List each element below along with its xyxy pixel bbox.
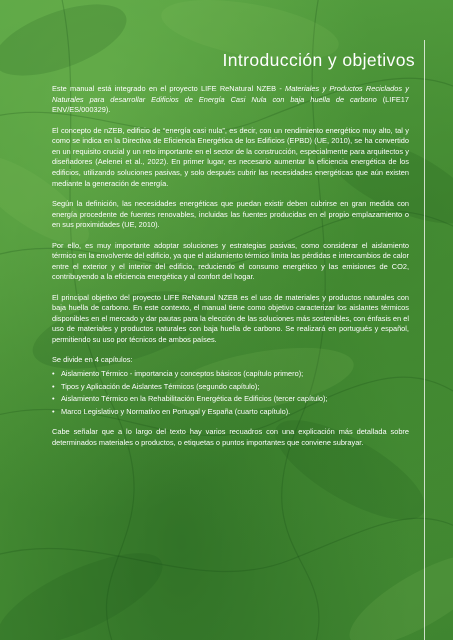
chapter-list [52, 369, 409, 417]
paragraph-chapters-intro: Se divide en 4 capítulos: [52, 355, 133, 365]
chapter-list-item [52, 394, 409, 405]
bullet-icon: • [52, 406, 55, 416]
paragraph-passive-solutions: Por ello, es muy importante adoptar soluciones y estrategias pasivas, como considerar el aislamiento térmico en la envolvente del edificio, ya que el aislamiento térmico limita las pérdidas e intercambios de calor entre el exterior y el interior del edificio, reduciendo el consumo energético y las emisiones de CO2, contribuyendo a la eficiencia energética y al confort del hogar. [52, 240, 409, 282]
chapter-title: Tipos y Aplicación de Aislantes Térmicos (segundo capítulo); [61, 381, 260, 391]
paragraph-intro [52, 84, 409, 116]
body-text [52, 84, 409, 458]
chapter-list-item [52, 407, 409, 418]
intro-text-start: Este manual está integrado en el proyecto LIFE ReNatural NZEB - [52, 84, 286, 93]
vertical-rule [424, 40, 425, 640]
chapter-title: Aislamiento Térmico en la Rehabilitación Energética de Edificios (tercer capítulo); [61, 394, 328, 404]
chapter-title: Aislamiento Térmico - importancia y conceptos básicos (capítulo primero); [61, 369, 304, 379]
intro-text-end: (LIFE17 ENV/ES/000329). [52, 94, 409, 115]
page-title: Introducción y objetivos [222, 50, 415, 70]
project-full-title: Materiales y Productos Reciclados y Naturales para desarrollar Edificios de Energía Casi Nula con baja huella de carbono [52, 84, 409, 104]
paragraph-closing-note: Cabe señalar que a lo largo del texto hay varios recuadros con una explicación más detallada sobre determinados materiales o productos, o etiquetas o puntos importantes que conviene subrayar. [52, 427, 409, 448]
paragraph-definition: Según la definición, las necesidades energéticas que puedan existir deben cubrirse en gran medida con energía procedente de fuentes renovables, incluidas las fuentes producidas en el propio emplazamiento o en sus proximidades (UE, 2010). [52, 198, 409, 230]
paragraph-objective: El principal objetivo del proyecto LIFE ReNatural NZEB es el uso de materiales y productos naturales con baja huella de carbono. En este contexto, el manual tiene como objetivo caracterizar los aislantes térmicos disponibles en el mercado y dar pautas para la elección de las soluciones más sostenibles, con énfasis en el uso de materiales y productos naturales con baja huella de carbono. Se realizará en portugués y español, permitiendo su uso por técnicos de ambos países. [52, 292, 409, 345]
bullet-icon: • [52, 394, 55, 404]
chapter-list-item [52, 369, 409, 380]
chapter-title: Marco Legislativo y Normativo en Portugal y España (cuarto capítulo). [61, 406, 291, 416]
bullet-icon: • [52, 369, 55, 379]
bullet-icon: • [52, 381, 55, 391]
chapter-list-item [52, 382, 409, 393]
paragraph-nzeb-concept: El concepto de nZEB, edificio de “energía casi nula”, es decir, con un rendimiento energético muy alto, tal y como se indica en la Directiva de Eficiencia Energética de los Edificios (EPBD) (UE, 2010), se ha convertido en un requisito crucial y un reto importante en el sector de la construcción, especialmente para arquitectos y diseñadores (Aelenei et al., 2022). En primer lugar, es necesario aumentar la eficiencia energética de los edificios, utilizando soluciones pasivas, y solo después cubrir las necesidades energéticas que aún existen mediante la generación de energía. [52, 125, 409, 188]
